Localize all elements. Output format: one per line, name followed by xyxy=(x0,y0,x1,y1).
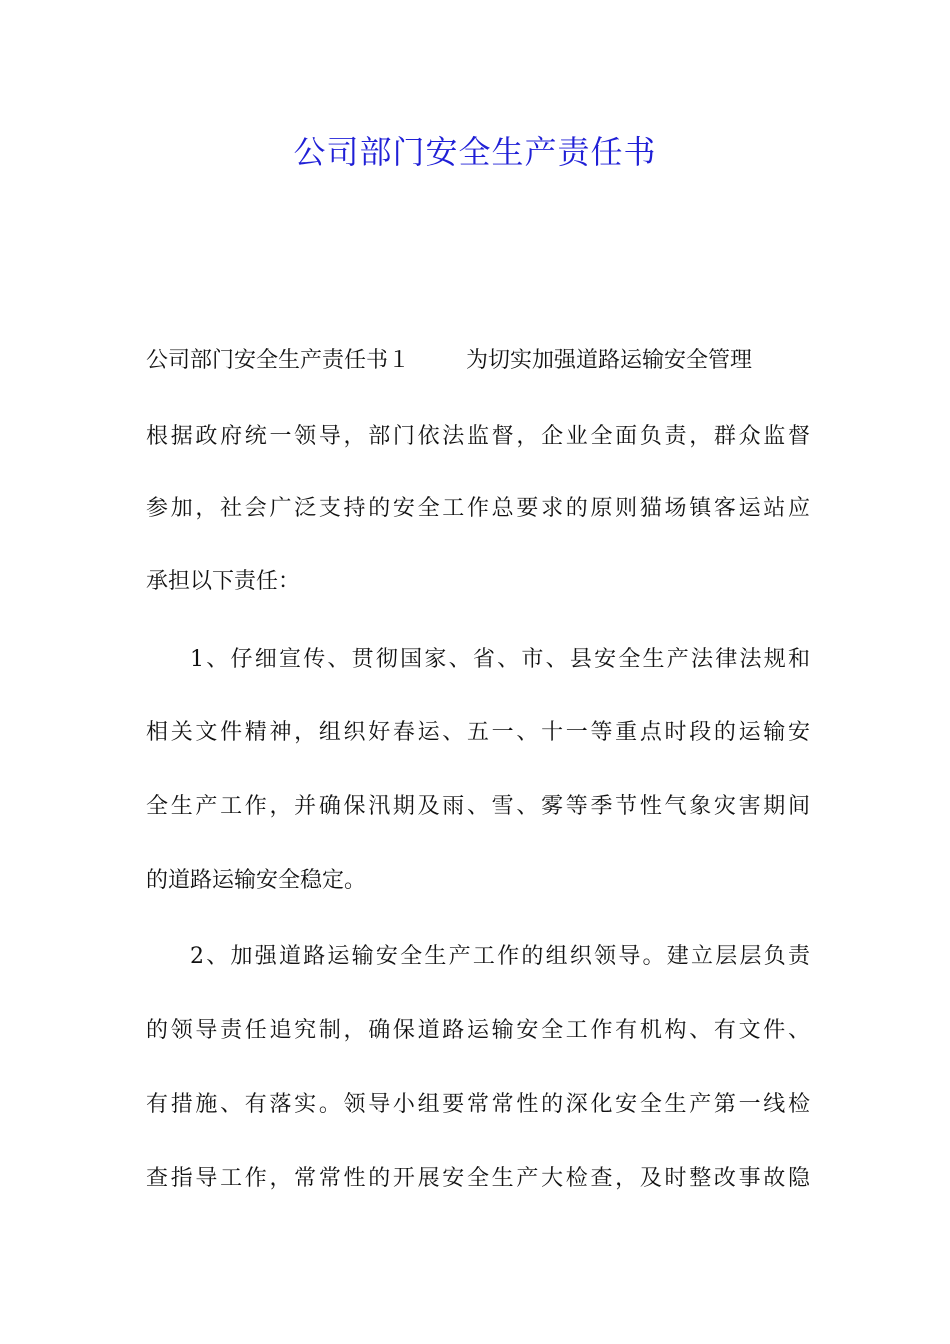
intro-heading-text: 公司部门安全生产责任书１ xyxy=(146,348,411,373)
body-line: 根据政府统一领导，部门依法监督，企业全面负责，群众监督 xyxy=(146,424,810,449)
intro-text: 为切实加强道路运输安全管理 xyxy=(466,348,753,373)
paragraph-1-first-line: 1、仔细宣传、贯彻国家、省、市、县安全生产法律法规和 xyxy=(190,647,810,672)
document-title: 公司部门安全生产责任书 xyxy=(293,133,657,171)
body-line: 承担以下责任： xyxy=(146,569,301,594)
body-line: 相关文件精神，组织好春运、五一、十一等重点时段的运输安 xyxy=(146,720,810,745)
body-line: 有措施、有落实。领导小组要常常性的深化安全生产第一线检 xyxy=(146,1092,810,1117)
body-line: 的领导责任追究制，确保道路运输安全工作有机构、有文件、 xyxy=(146,1018,810,1043)
body-line: 全生产工作，并确保汛期及雨、雪、雾等季节性气象灾害期间 xyxy=(146,794,810,819)
body-line: 查指导工作，常常性的开展安全生产大检查，及时整改事故隐 xyxy=(146,1166,810,1191)
paragraph-2-first-line: 2、加强道路运输安全生产工作的组织领导。建立层层负责 xyxy=(190,944,810,969)
body-line: 参加，社会广泛支持的安全工作总要求的原则猫场镇客运站应 xyxy=(146,496,810,521)
body-line xyxy=(146,346,810,376)
body-line: 的道路运输安全稳定。 xyxy=(146,868,367,893)
